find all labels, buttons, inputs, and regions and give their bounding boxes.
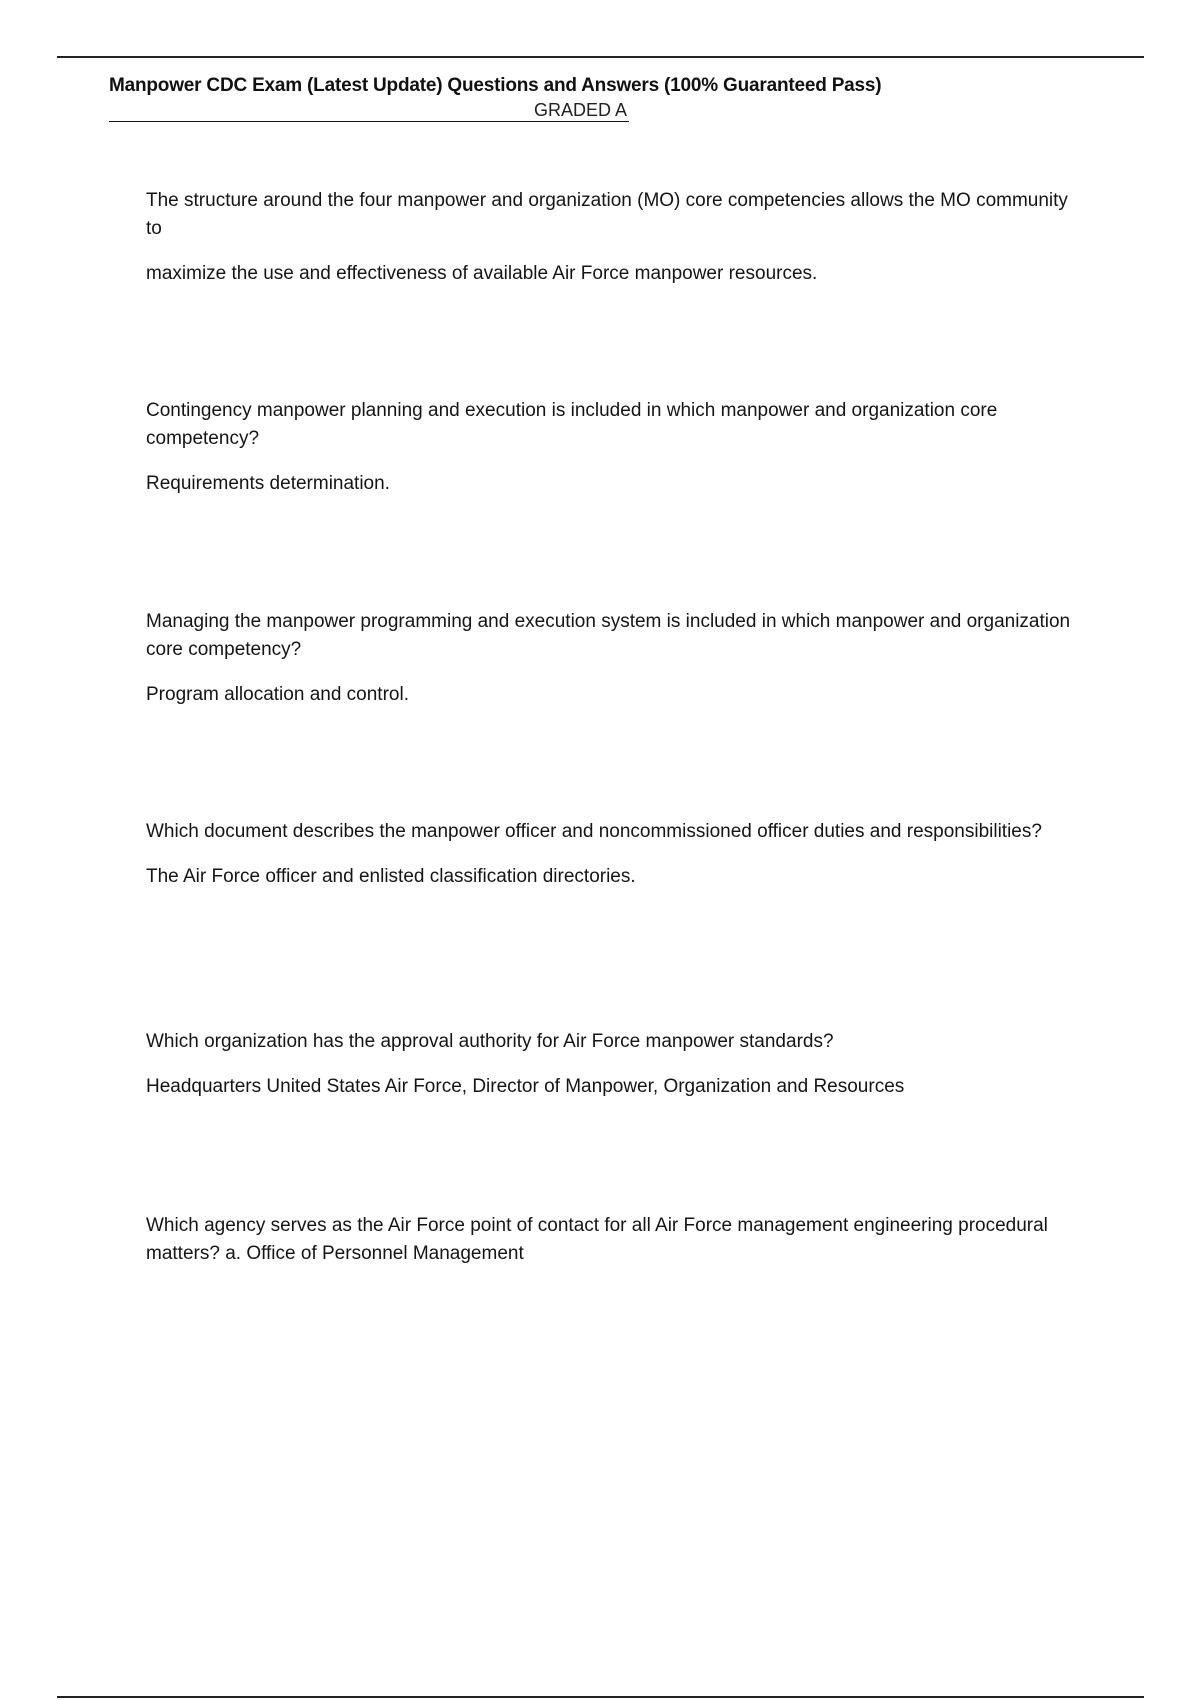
document-header xyxy=(109,72,1029,125)
grade-line xyxy=(109,99,629,125)
document-title: Manpower CDC Exam (Latest Update) Questions and Answers (100% Guaranteed Pass) xyxy=(109,75,882,96)
answer-5: Headquarters United States Air Force, Director of Manpower, Organization and Resources xyxy=(146,1076,905,1097)
answer-3: Program allocation and control. xyxy=(146,684,409,705)
qa-item-5 xyxy=(146,1028,1076,1101)
title-underline xyxy=(109,121,629,122)
question-6: Which agency serves as the Air Force point of contact for all Air Force management engineering procedural matters? a. Office of Personnel Management xyxy=(146,1215,1048,1264)
question-5: Which organization has the approval authority for Air Force manpower standards? xyxy=(146,1031,834,1052)
answer-2: Requirements determination. xyxy=(146,473,390,494)
bottom-rule xyxy=(57,1696,1144,1698)
qa-item-4 xyxy=(146,818,1076,891)
answer-1: maximize the use and effectiveness of available Air Force manpower resources. xyxy=(146,263,818,284)
question-2: Contingency manpower planning and execution is included in which manpower and organization core competency? xyxy=(146,400,998,449)
qa-item-2 xyxy=(146,397,1076,498)
answer-4: The Air Force officer and enlisted classification directories. xyxy=(146,866,636,887)
top-rule xyxy=(57,56,1144,58)
qa-item-1 xyxy=(146,187,1076,288)
question-1: The structure around the four manpower and organization (MO) core competencies allows the MO community to xyxy=(146,190,1068,239)
grade-label: GRADED A xyxy=(533,100,627,120)
qa-item-3 xyxy=(146,608,1076,709)
question-4: Which document describes the manpower officer and noncommissioned officer duties and responsibilities? xyxy=(146,821,1042,842)
question-3: Managing the manpower programming and execution system is included in which manpower and organization core competency? xyxy=(146,611,1071,660)
qa-item-6 xyxy=(146,1212,1076,1268)
